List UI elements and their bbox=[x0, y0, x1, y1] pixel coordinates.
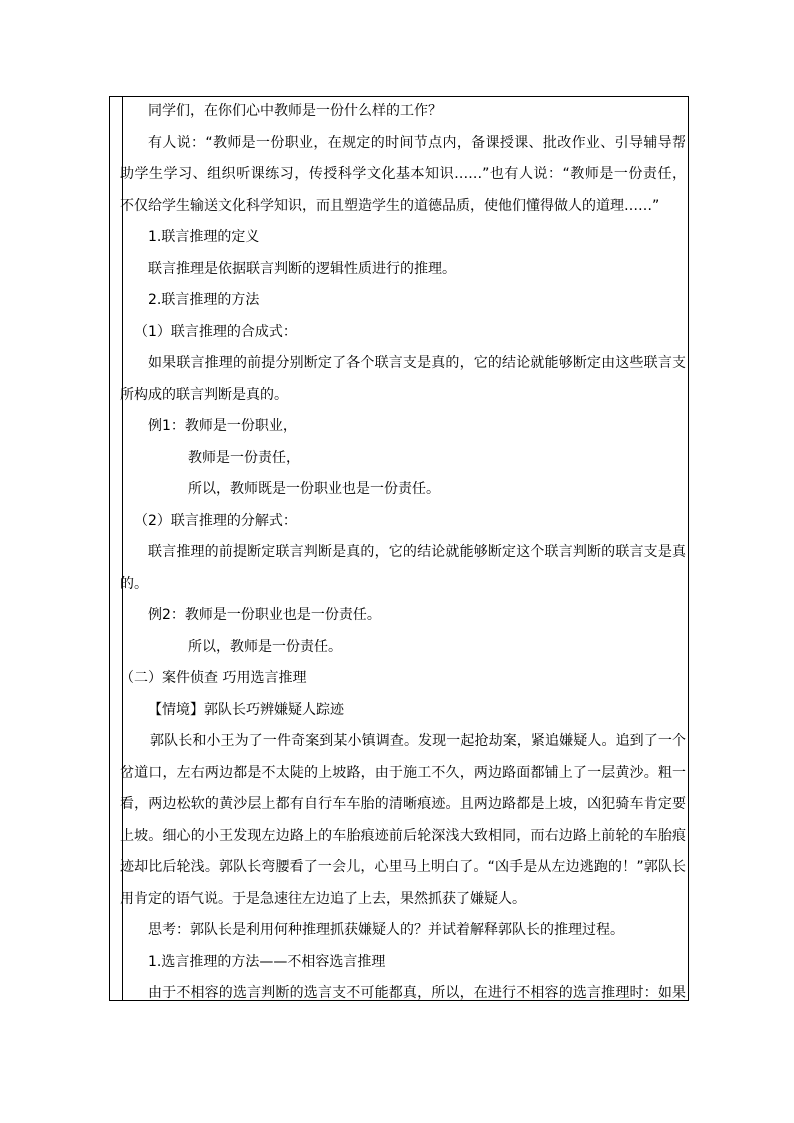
example-1-premise-1: 例1：教师是一份职业， bbox=[148, 418, 297, 434]
paragraph-synthesis-line-2: 所构成的联言判断是真的。 bbox=[120, 386, 288, 403]
situation-title: 【情境】郭队长巧辨嫌疑人踪迹 bbox=[148, 701, 344, 718]
story-line-6: 用肯定的语气说。于是急速往左边追了上去，果然抓获了嫌疑人。 bbox=[120, 890, 526, 907]
heading-decomposition-form: （2）联言推理的分解式： bbox=[134, 512, 297, 529]
paragraph-synthesis-line-1: 如果联言推理的前提分别断定了各个联言支是真的，它的结论就能够断定由这些联言支 bbox=[148, 355, 686, 371]
story-line-4: 上坡。细心的小王发现左边路上的车胎痕迹前后轮深浅大致相同，而右边路上前轮的车胎痕 bbox=[120, 827, 686, 844]
example-1-premise-2: 教师是一份责任， bbox=[188, 449, 300, 466]
paragraph-decomposition-line-1: 联言推理的前提断定联言判断是真的，它的结论就能够断定这个联言判断的联言支是真 bbox=[148, 544, 686, 560]
paragraph-decomposition-line-2: 的。 bbox=[120, 575, 148, 592]
heading-definition: 1.联言推理的定义 bbox=[148, 229, 260, 245]
paragraph-opinion-line-3: 不仅给学生输送文化科学知识，而且塑造学生的道德品质，使他们懂得做人的道理……” bbox=[120, 197, 660, 214]
example-2-premise: 例2：教师是一份职业也是一份责任。 bbox=[148, 607, 381, 623]
paragraph-opinion-line-2: 助学生学习、组织听课练习，传授科学文化基本知识……”也有人说：“教师是一份责任， bbox=[120, 166, 686, 182]
paragraph-disjunctive-line-1: 由于不相容的选言判断的选言支不可能都真，所以，在进行不相容的选言推理时：如果 bbox=[148, 985, 686, 1001]
paragraph-opinion-line-1: 有人说：“教师是一份职业，在规定的时间节点内，备课授课、批改作业、引导辅导帮 bbox=[148, 134, 686, 151]
example-1-conclusion: 所以，教师既是一份职业也是一份责任。 bbox=[188, 481, 440, 497]
heading-method: 2.联言推理的方法 bbox=[148, 292, 260, 308]
story-line-5: 迹却比后轮浅。郭队长弯腰看了一会儿，心里马上明白了。“凶手是从左边逃跑的！”郭队长 bbox=[120, 859, 686, 875]
paragraph-intro-question: 同学们，在你们心中教师是一份什么样的工作？ bbox=[148, 103, 442, 119]
paragraph-definition: 联言推理是依据联言判断的逻辑性质进行的推理。 bbox=[148, 260, 456, 277]
story-line-2: 岔道口，左右两边都是不太陡的上坡路，由于施工不久，两边路面都铺上了一层黄沙。粗一 bbox=[120, 764, 686, 781]
document-body bbox=[120, 96, 686, 1010]
thinking-question: 思考：郭队长是利用何种推理抓获嫌疑人的？并试着解释郭队长的推理过程。 bbox=[148, 922, 624, 938]
story-line-3: 看，两边松软的黄沙层上都有自行车车胎的清晰痕迹。且两边路都是上坡，凶犯骑车肯定要 bbox=[120, 796, 686, 812]
section-heading-case: （二）案件侦查 巧用选言推理 bbox=[120, 670, 307, 686]
heading-disjunctive-method: 1.选言推理的方法——不相容选言推理 bbox=[148, 953, 386, 970]
story-line-1: 郭队长和小王为了一件奇案到某小镇调查。发现一起抢劫案，紧追嫌疑人。追到了一个 bbox=[150, 733, 686, 749]
example-2-conclusion: 所以，教师是一份责任。 bbox=[188, 638, 342, 655]
heading-synthesis-form: （1）联言推理的合成式： bbox=[134, 323, 297, 340]
